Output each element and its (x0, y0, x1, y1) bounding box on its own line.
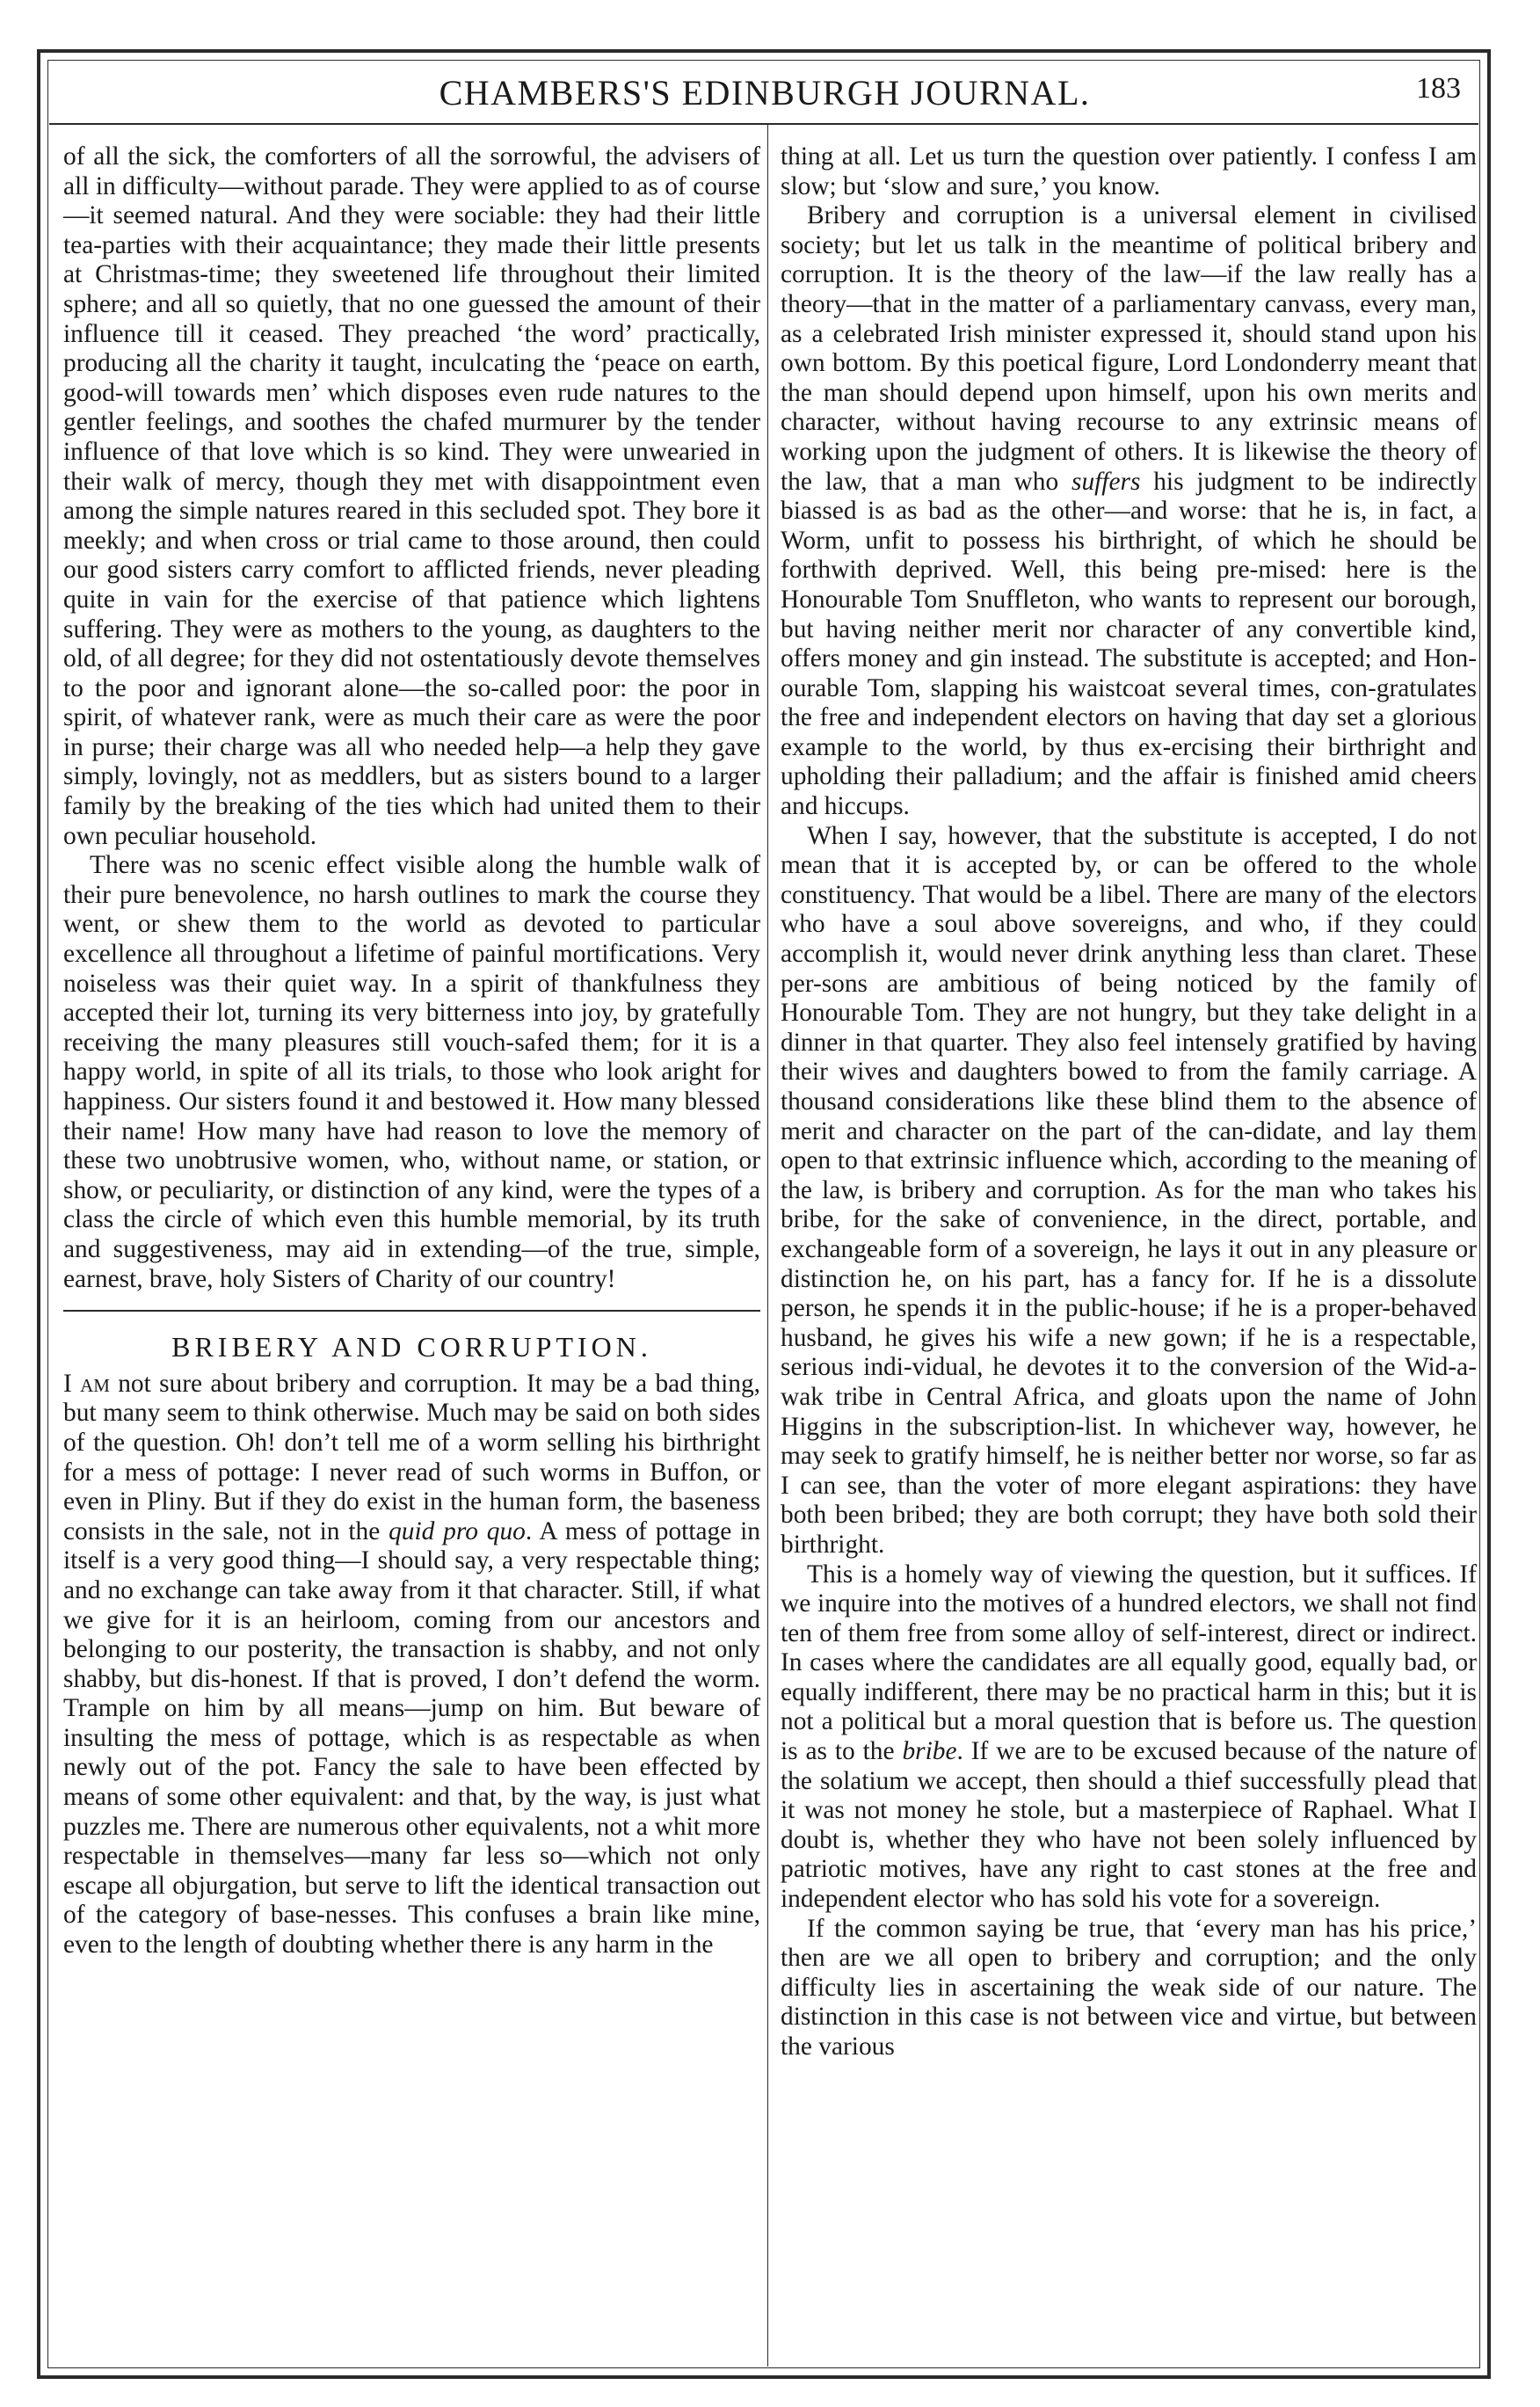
opening-words: I am (63, 1369, 110, 1398)
paragraph: When I say, however, that the substitute is accepted, I do not mean that it is accepted by, or can be offered to the whole constituency. That would be a libel. There are many of the electors who have a soul above sovereigns, and who, if they could accomplish it, would never drink anything less than claret. These per-sons are ambitious of being noticed by the family of Honourable Tom. They are not hungry, but they take delight in a dinner in that quarter. They also feel intensely gratified by having their wives and daughters bowed to from the family carriage. A thousand considerations like these blind them to the absence of merit and character on the part of the can-didate, and lay them open to that extrinsic influence which, according to the meaning of the law, is bribery and corruption. As for the man who takes his bribe, for the sake of convenience, in the direct, portable, and exchangeable form of a sovereign, he lays it out in any pleasure or distinction he, on his part, has a fancy for. If he is a dissolute person, he spends it in the public-house; if he is a proper-behaved husband, he gives his wife a new gown; if he is a respectable, serious indi-vidual, he devotes it to the conversion of the Wid-a-wak tribe in Central Africa, and gloats upon the name of John Higgins in the subscription-list. In whichever way, however, he may seek to gratify himself, he is neither better nor worse, so far as I can see, than the voter of more elegant aspirations: they have both been bribed; they are both corrupt; they have both sold their birthright. (781, 821, 1477, 1559)
italic-phrase: quid pro quo (389, 1516, 526, 1545)
column-divider (767, 125, 768, 2367)
paragraph-text: not sure about bribery and corruption. It may be a bad thing, but many seem to think otherwise. Much may be said on both sides of the question. Oh! don’t tell me of a worm selling his birthright for a mess of pottage: I never read of such worms in Buffon, or even in Pliny. But if they do exist in the human form, the baseness consists in the sale, not in the (63, 1369, 760, 1545)
paragraph: thing at all. Let us turn the question over patiently. I confess I am slow; but ‘slow and sure,’ you know. (781, 142, 1477, 200)
paragraph: If the common saying be true, that ‘every man has his price,’ then are we all open to bribery and corruption; and the only difficulty lies in ascertaining the weak side of our nature. The distinction in this case is not between vice and virtue, but between the various (781, 1914, 1477, 2061)
paragraph-text: . If we are to be excused because of the nature of the solatium we accept, then should a thief successfully plead that it was not money he stole, but a masterpiece of Raphael. What I doubt is, whether they who have not been solely influenced by patriotic motives, have any right to cast stones at the free and independent elector who has sold his vote for a sovereign. (781, 1737, 1478, 1914)
paragraph-text: This is a homely way of viewing the question, but it suffices. If we inquire into the motives of a hundred electors, we shall not find ten of them free from some alloy of self-interest, direct or indirect. In cases where the candidates are all equally good, equally bad, or equally indifferent, there may be no practical harm in this; but it is not a political but a moral question that is before us. The question is as to the (781, 1560, 1477, 1766)
article-title: BRIBERY AND CORRUPTION. (171, 1331, 652, 1363)
paragraph (781, 1560, 1477, 1915)
right-column (781, 142, 1477, 2062)
paragraph (781, 201, 1477, 821)
article-opening-paragraph (63, 1370, 760, 1960)
page-number: 183 (1416, 72, 1461, 105)
left-column (63, 142, 760, 1960)
paragraph: of all the sick, the comforters of all the sorrowful, the advisers of all in difficulty—without parade. They were applied to as of course—it seemed natural. And they were sociable: they had their little tea-parties with their acquaintance; they made their little presents at Christmas-time; they sweetened life throughout their limited sphere; and all so quietly, that no one guessed the amount of their influence till it ceased. They preached ‘the word’ practically, producing all the charity it taught, inculcating the ‘peace on earth, good-will towards men’ which disposes even rude natures to the gentler feelings, and soothes the chafed murmurer by the tender influence of that love which is so kind. They were unwearied in their walk of mercy, though they met with disappointment even among the simple natures reared in this secluded spot. They bore it meekly; and when cross or trial came to those around, then could our good sisters carry comfort to afflicted friends, never pleading quite in vain for the exercise of that patience which lightens suffering. They were as mothers to the young, as daughters to the old, of all degree; for they did not ostentatiously devote themselves to the poor and ignorant alone—the so-called poor: the poor in spirit, of whatever rank, were as much their care as were the poor in purse; their charge was all who needed help—a help they gave simply, lovingly, not as meddlers, but as sisters bound to a larger family by the breaking of the ties which had united them to their own peculiar household. (63, 142, 760, 850)
paragraph-text: . A mess of pottage in itself is a very good thing—I should say, a very respectable thing; and no exchange can take away from it that character. Still, if what we give for it is an heirloom, coming from our ancestors and belonging to our posterity, the transaction is shabby, and not only shabby, but dis-honest. If that is proved, I don’t defend the worm. Trample on him by all means—jump on him. But beware of insulting the mess of pottage, which is as respectable as when newly out of the pot. Fancy the sale to have been effected by means of some other equivalent: and that, by the way, is just what puzzles me. There are numerous other equivalents, not a whit more respectable in themselves—many far less so—which not only escape all objurgation, but serve to lift the identical transaction out of the category of base-nesses. This confuses a brain like mine, even to the length of doubting whether there is any harm in the (63, 1516, 760, 1960)
paragraph: There was no scenic effect visible along the humble walk of their pure benevolence, no harsh outlines to mark the course they went, or shew them to the world as devoted to particular excellence all throughout a lifetime of painful mortifications. Very noiseless was their quiet way. In a spirit of thankfulness they accepted their lot, turning its very bitterness into joy, by gratefully receiving the many pleasures still vouch-safed them; for it is a happy world, in spite of all its trials, to those who look aright for happiness. Our sisters found it and bestowed it. How many blessed their name! How many have had reason to love the memory of these two unobtrusive women, who, without name, or station, or show, or peculiarity, or distinction of any kind, were the types of a class the circle of which even this humble memorial, by its truth and suggestiveness, may aid in extending—of the true, simple, earnest, brave, holy Sisters of Charity of our country! (63, 851, 760, 1293)
section-divider (63, 1310, 760, 1312)
journal-title: CHAMBERS'S EDINBURGH JOURNAL. (439, 73, 1091, 113)
italic-word: suffers (1071, 467, 1141, 496)
paragraph-text: Bribery and corruption is a universal element in civilised society; but let us talk in the meantime of political bribery and corruption. It is the theory of the law—if the law really has a theory—that in the matter of a parliamentary canvass, every man, as a celebrated Irish minister expressed it, should stand upon his own bottom. By this poetical figure, Lord Londonderry meant that the man should depend upon himself, upon his own merits and character, without having recourse to any extrinsic means of working upon the judgment of others. It is likewise the theory of the law, that a man who (781, 201, 1477, 496)
header-rule (49, 123, 1478, 125)
italic-word: bribe (902, 1737, 957, 1766)
paragraph-text: his judgment to be indirectly biassed is as bad as the other—and worse: that he is, in fact, a Worm, unfit to possess his birthright, of which he should be forthwith deprived. Well, this being pre-mised: here is the Honourable Tom Snuffleton, who wants to represent our borough, but having neither merit nor character of any convertible kind, offers money and gin instead. The substitute is accepted; and Hon-ourable Tom, slapping his waistcoat several times, con-gratulates the free and independent electors on having that day set a glorious example to the world, by thus ex-ercising their birthright and upholding their palladium; and the affair is finished amid cheers and hiccups. (781, 467, 1477, 821)
